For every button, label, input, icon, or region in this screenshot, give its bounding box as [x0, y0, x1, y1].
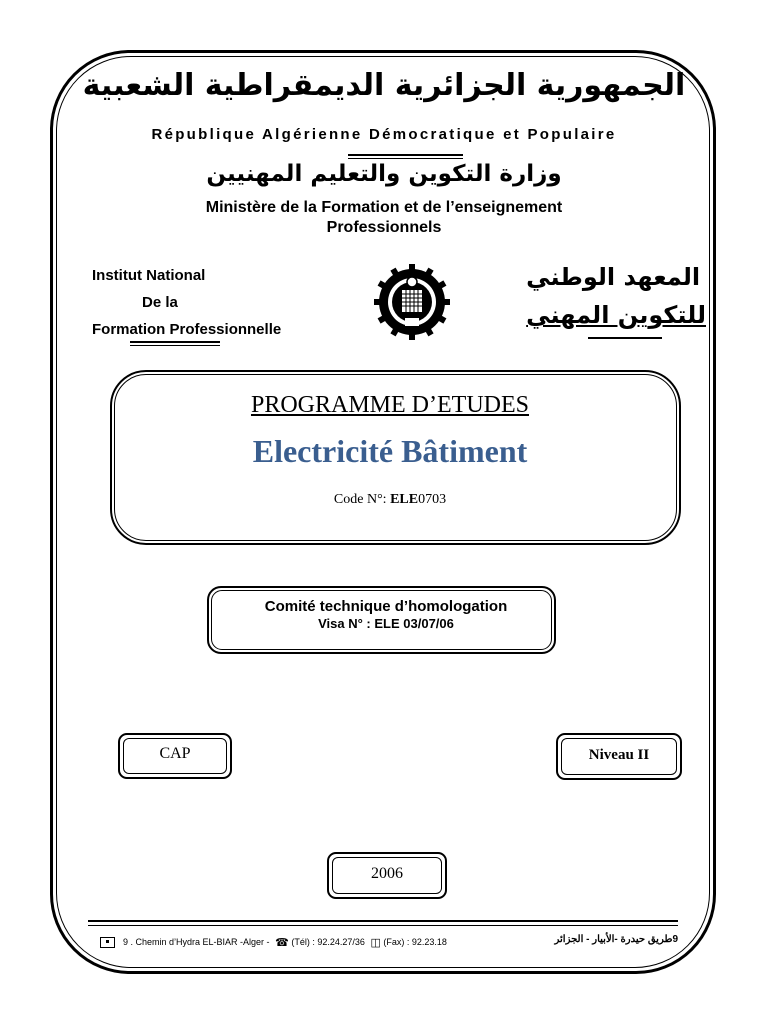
ministry-french: [0, 198, 768, 238]
footer-divider: [88, 920, 678, 922]
footer-tel: (Tél) : 92.24.27/36: [291, 936, 365, 947]
divider: [130, 341, 220, 343]
institute-ar-line1: المعهد الوطني: [526, 263, 701, 291]
ministry-arabic: وزارة التكوين والتعليم المهنيين: [206, 161, 562, 187]
divider: [348, 154, 463, 156]
gear-emblem-icon: [372, 260, 452, 340]
footer: [100, 936, 690, 952]
institute-ar-line2: للتكوين المهني: [526, 301, 706, 329]
mailbox-icon: [100, 937, 115, 948]
year-box: [327, 852, 447, 899]
footer-fax: (Fax) : 92.23.18: [383, 936, 447, 947]
code-prefix: ELE: [390, 492, 419, 507]
comite-title: Comité technique d’homologation: [264, 598, 508, 615]
programme-code: [6, 492, 768, 508]
phone-icon: ☎: [272, 937, 289, 949]
code-label: Code N°:: [333, 492, 391, 507]
institute-arabic: [526, 258, 706, 334]
code-number: 0703: [418, 492, 447, 507]
cap-label: CAP: [159, 745, 191, 762]
footer-divider: [88, 925, 678, 926]
programme-subject: Electricité Bâtiment: [252, 433, 528, 469]
footer-address: 9 . Chemin d’Hydra EL-BIAR -Alger -: [123, 936, 270, 947]
cap-box: [118, 733, 232, 779]
programme-title: [6, 392, 768, 419]
footer-address-arabic: 9طريق حيدرة -الأبيار - الجزائر: [554, 934, 678, 945]
institute-fr-line3: Formation Professionnelle: [92, 321, 282, 338]
institute-fr-line1: Institut National: [92, 267, 206, 284]
header-arabic-title: الجمهورية الجزائرية الديمقراطية الشعبية: [82, 68, 686, 103]
programme-title-text: PROGRAMME D’ETUDES: [250, 392, 529, 418]
ministry-french-line1: Ministère de la Formation et de l’enseignement: [205, 199, 563, 216]
divider: [588, 337, 662, 339]
year-label: 2006: [371, 865, 403, 882]
institute-fr-line2: De la: [142, 294, 178, 311]
fax-icon: ◫: [367, 937, 381, 949]
ministry-french-line2: Professionnels: [326, 219, 442, 236]
comite-visa: Visa N° : ELE 03/07/06: [318, 616, 454, 631]
niveau-label: Niveau II: [588, 747, 650, 763]
institute-french: [92, 262, 281, 343]
niveau-box: [556, 733, 682, 780]
divider: [130, 345, 220, 346]
header-french-title: République Algérienne Démocratique et Populaire: [151, 126, 617, 143]
divider: [348, 158, 463, 159]
